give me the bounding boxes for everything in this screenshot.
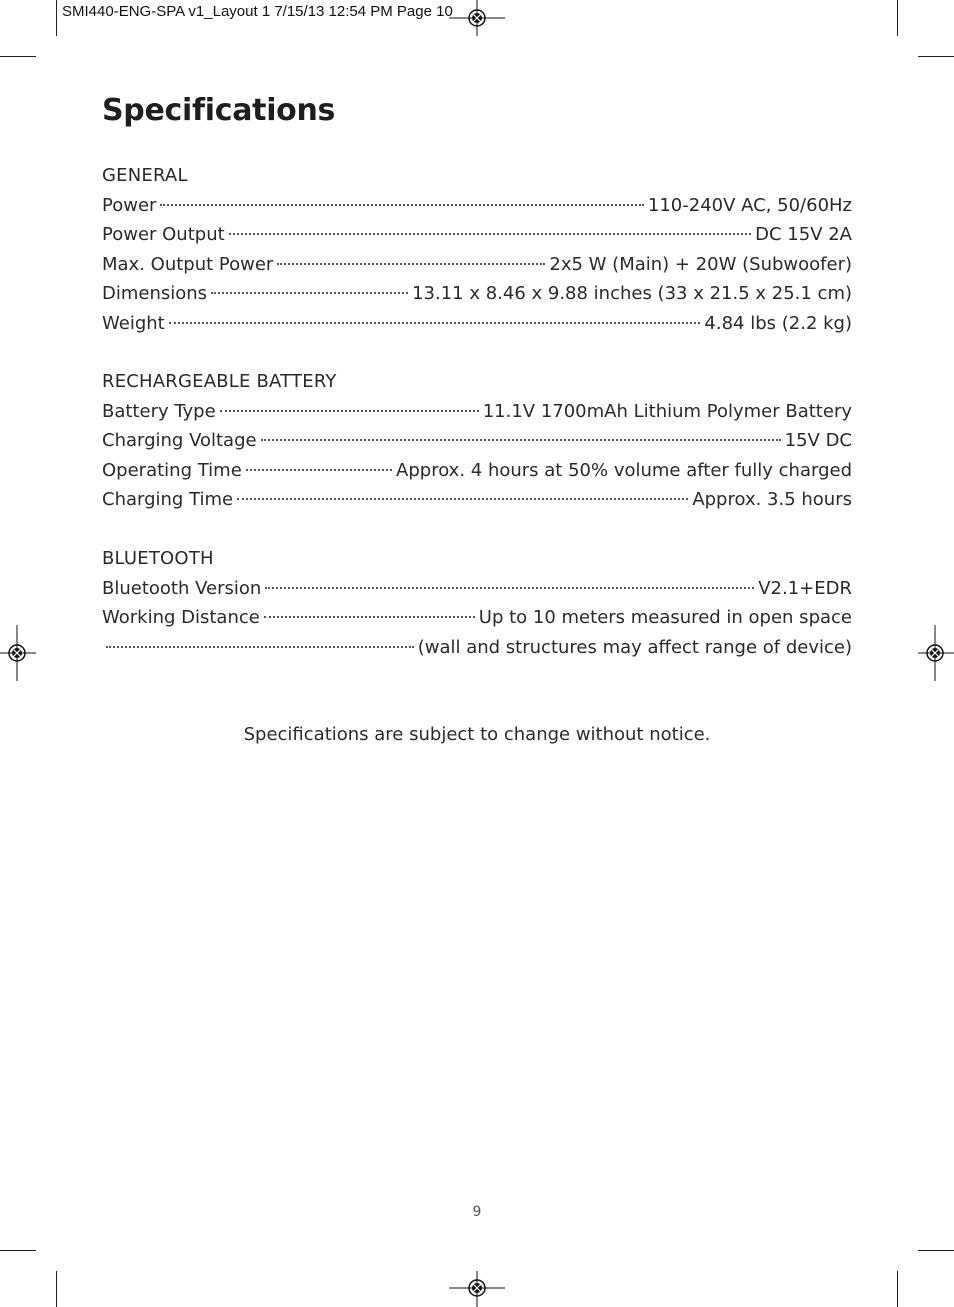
dot-leader [261,439,781,441]
section-bluetooth [102,544,852,662]
spec-label: Weight [102,312,165,334]
spec-value: 2x5 W (Main) + 20W (Subwoofer) [549,253,852,275]
dot-leader [237,498,688,500]
print-slug: SMI440-ENG-SPA v1_Layout 1 7/15/13 12:54 PM Page 10 [62,3,453,20]
crop-mark-top-right-h [918,56,954,57]
section-heading: RECHARGEABLE BATTERY [102,371,337,392]
crop-mark-bottom-left-v [56,1271,57,1307]
dot-leader [277,263,545,265]
spec-row-operating-time [102,456,852,486]
spec-label: Operating Time [102,459,242,481]
spec-row-dimensions [102,279,852,309]
spec-label: Charging Voltage [102,430,257,451]
registration-mark-left-icon [0,625,36,681]
spec-row-weight [102,309,852,339]
dot-leader [160,204,643,206]
spec-row-battery-type [102,397,852,427]
dot-leader [265,587,754,589]
spec-value: DC 15V 2A [755,224,852,245]
dot-leader [246,469,392,471]
spec-label: Bluetooth Version [102,577,262,599]
section-heading: BLUETOOTH [102,548,214,569]
spec-label: Dimensions [102,283,208,304]
section-heading: GENERAL [102,165,188,186]
dot-leader [264,616,475,618]
crop-mark-bottom-right-h [918,1250,954,1251]
spec-label: Power [102,194,157,216]
spec-value: (wall and structures may affect range of device) [417,636,852,658]
page-number: 9 [472,1204,482,1220]
spec-label: Charging Time [102,489,234,510]
spec-row-bluetooth-version [102,574,852,604]
spec-value: V2.1+EDR [758,577,852,599]
spec-value: 110-240V AC, 50/60Hz [647,194,852,216]
spec-row-charging-time [102,485,852,515]
spec-label: Power Output [102,224,225,245]
crop-mark-top-left-h [0,56,36,57]
spec-value: 11.1V 1700mAh Lithium Polymer Battery [482,400,852,422]
section-rechargeable-battery [102,367,852,515]
registration-mark-right-icon [918,625,954,681]
page-title: Specifications [102,93,336,128]
spec-value: Approx. 3.5 hours [692,489,852,510]
crop-mark-bottom-left-h [0,1250,36,1251]
spec-value: Up to 10 meters measured in open space [478,607,852,628]
spec-label: Working Distance [102,607,260,628]
crop-mark-top-left-v [56,0,57,36]
spec-row-working-distance [102,603,852,633]
crop-mark-top-right-v [897,0,898,36]
spec-row-power-output [102,220,852,250]
dot-leader [220,410,479,412]
spec-row-working-distance-note [102,633,852,663]
spec-value: 15V DC [784,430,852,451]
spec-label: Max. Output Power [102,253,274,275]
disclaimer-note: Specifications are subject to change without notice. [243,724,711,745]
spec-value: Approx. 4 hours at 50% volume after fully charged [396,459,852,481]
spec-value: 4.84 lbs (2.2 kg) [704,312,852,334]
dot-leader [106,646,414,648]
registration-mark-top-icon [449,0,505,36]
spec-row-max-output-power [102,250,852,280]
registration-mark-bottom-icon [449,1271,505,1307]
spec-value: 13.11 x 8.46 x 9.88 inches (33 x 21.5 x 25.1 cm) [412,283,852,304]
crop-mark-bottom-right-v [897,1271,898,1307]
dot-leader [211,292,408,294]
spec-row-power [102,191,852,221]
dot-leader [169,322,701,324]
dot-leader [229,233,751,235]
spec-label: Battery Type [102,400,216,422]
section-general [102,161,852,338]
spec-row-charging-voltage [102,426,852,456]
